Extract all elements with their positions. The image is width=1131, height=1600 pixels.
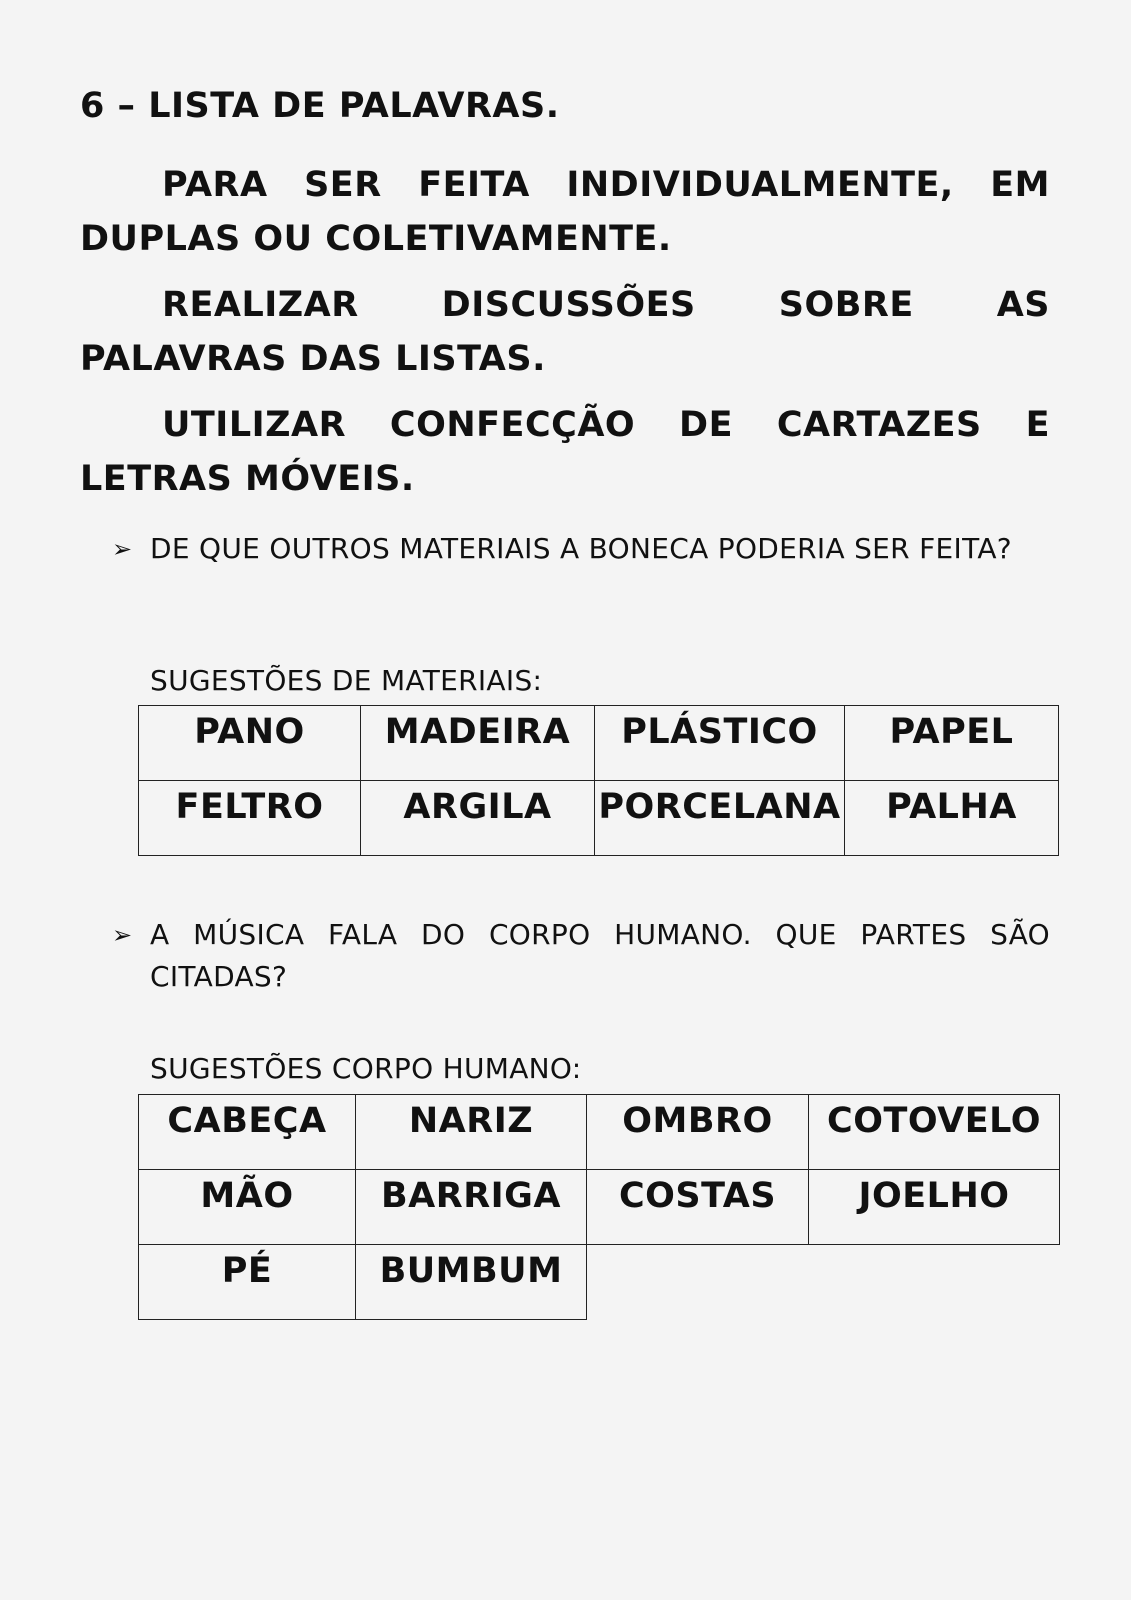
page-heading: 6 – LISTA DE PALAVRAS. [80, 86, 560, 126]
materials-table [138, 705, 1059, 856]
table-row [139, 781, 1059, 856]
table-cell: MÃO [139, 1170, 356, 1245]
table-cell: JOELHO [809, 1170, 1060, 1245]
table-cell: PORCELANA [595, 781, 845, 856]
body-parts-suggestions-label: SUGESTÕES CORPO HUMANO: [150, 1052, 582, 1085]
instruction-paragraph-discussion: REALIZAR DISCUSSÕES SOBRE AS PALAVRAS DAS LISTAS. [80, 285, 1050, 379]
table-cell: COSTAS [587, 1170, 809, 1245]
table-cell: COTOVELO [809, 1095, 1060, 1170]
table-cell: BARRIGA [356, 1170, 587, 1245]
table-cell: CABEÇA [139, 1095, 356, 1170]
table-cell: MADEIRA [361, 706, 595, 781]
instruction-paragraph-individual: PARA SER FEITA INDIVIDUALMENTE, EM DUPLAS OU COLETIVAMENTE. [80, 165, 1050, 259]
question-materials-text: DE QUE OUTROS MATERIAIS A BONECA PODERIA SER FEITA? [150, 532, 1012, 565]
empty-cell [809, 1245, 1060, 1320]
question-body-parts-text: A MÚSICA FALA DO CORPO HUMANO. QUE PARTES SÃO CITADAS? [150, 918, 1050, 993]
table-cell: OMBRO [587, 1095, 809, 1170]
question-body-parts [112, 914, 1050, 998]
materials-suggestions-label: SUGESTÕES DE MATERIAIS: [150, 664, 543, 697]
table-cell: BUMBUM [356, 1245, 587, 1320]
table-cell: PAPEL [845, 706, 1059, 781]
instruction-paragraph-posters: UTILIZAR CONFECÇÃO DE CARTAZES E LETRAS MÓVEIS. [80, 405, 1050, 499]
table-row [139, 1095, 1060, 1170]
table-row [139, 1245, 1060, 1320]
table-cell: PANO [139, 706, 361, 781]
arrow-bullet-icon: ➢ [112, 535, 133, 563]
table-cell: ARGILA [361, 781, 595, 856]
empty-cell [587, 1245, 809, 1320]
table-cell: PLÁSTICO [595, 706, 845, 781]
table-cell: NARIZ [356, 1095, 587, 1170]
table-cell: FELTRO [139, 781, 361, 856]
body-parts-table [138, 1094, 1060, 1320]
table-cell: PÉ [139, 1245, 356, 1320]
table-cell: PALHA [845, 781, 1059, 856]
arrow-bullet-icon: ➢ [112, 921, 133, 949]
question-materials [112, 528, 1050, 570]
table-row [139, 1170, 1060, 1245]
table-row [139, 706, 1059, 781]
